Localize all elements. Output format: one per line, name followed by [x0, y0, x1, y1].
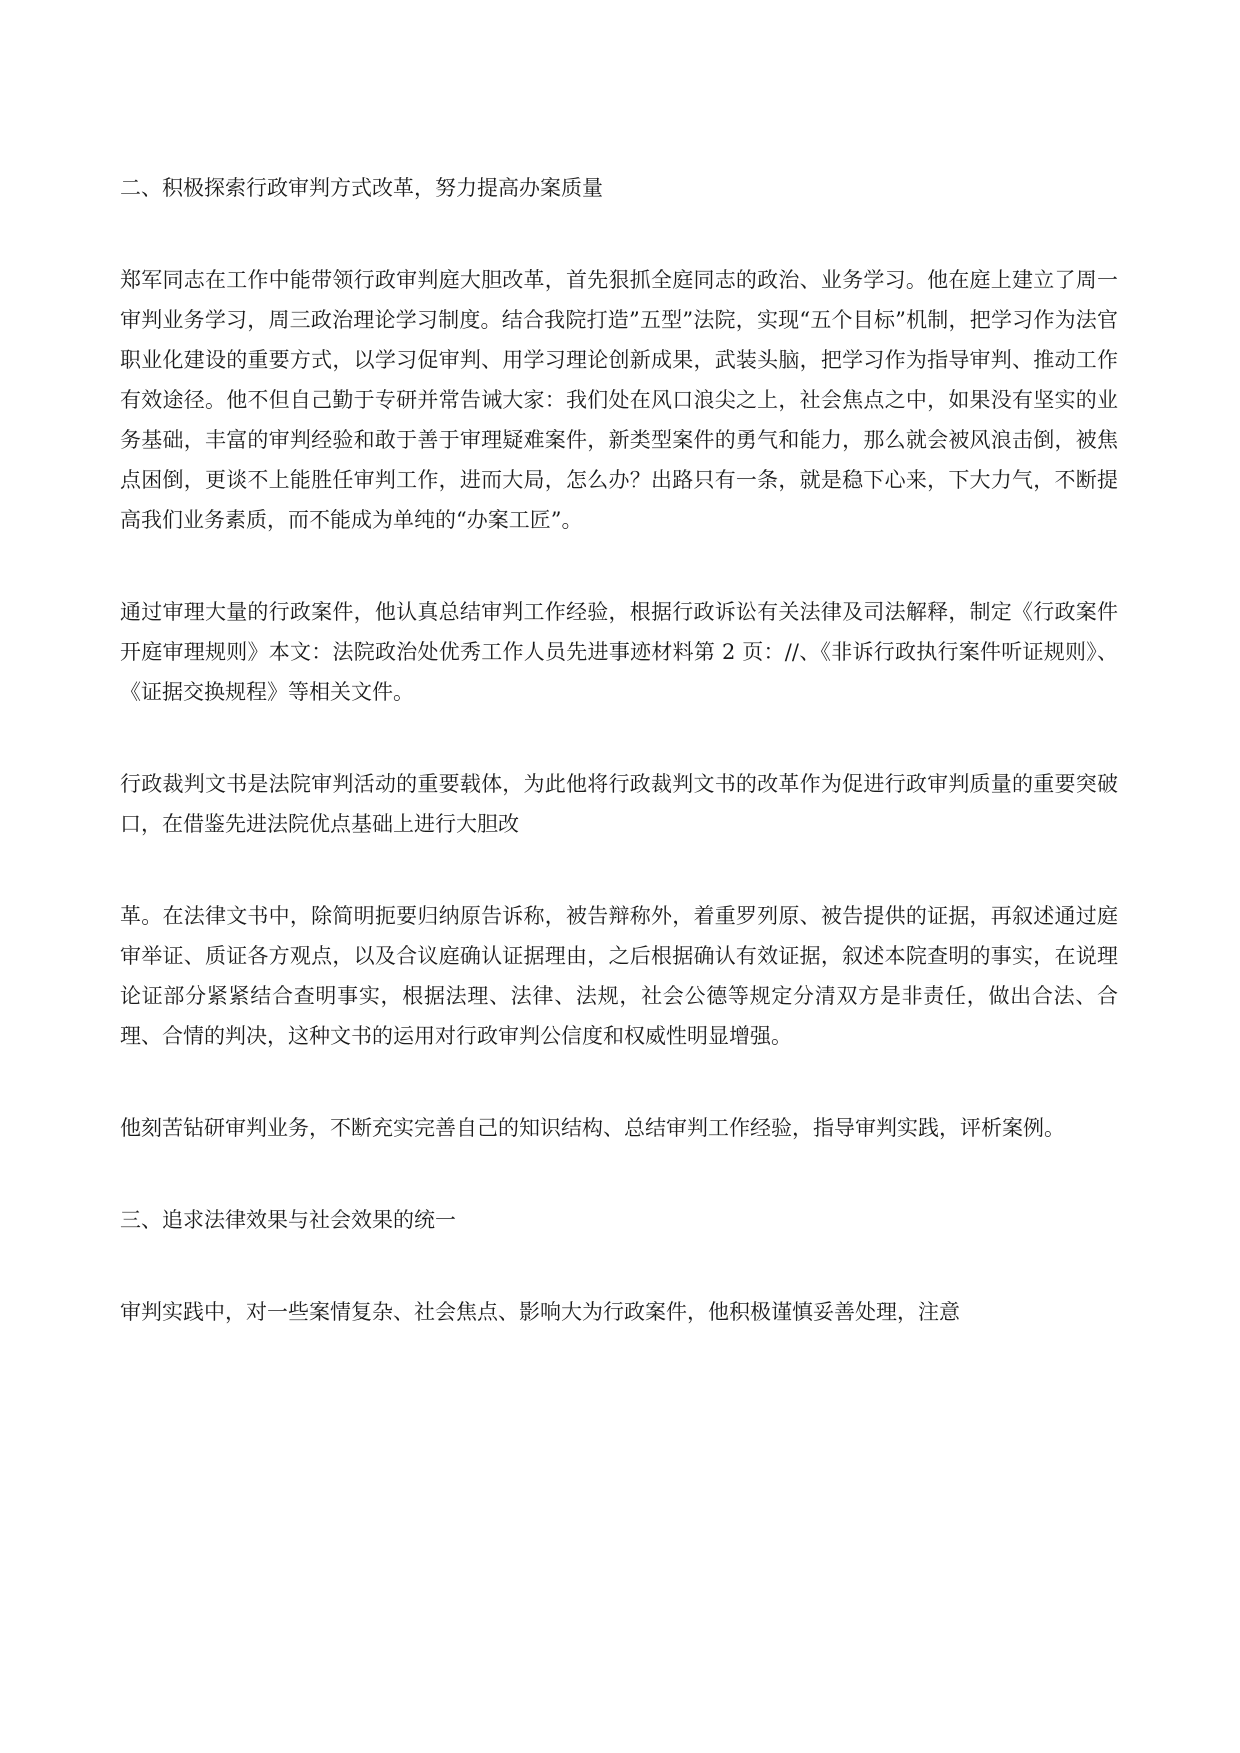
section-heading-3: 三、追求法律效果与社会效果的统一: [120, 1208, 456, 1232]
paragraph-study-system: 郑军同志在工作中能带领行政审判庭大胆改革，首先狠抓全庭同志的政治、业务学习。他在庭上建立了周一审判业务学习，周三政治理论学习制度。结合我院打造”五型”法院，实现“五个目标”机制，把学习作为法官职业化建设的重要方式，以学习促审判、用学习理论创新成果，武装头脑，把学习作为指导审判、推动工作有效途径。他不但自己勤于专研并常告诫大家：我们处在风口浪尖之上，社会焦点之中，如果没有坚实的业务基础，丰富的审判经验和敢于善于审理疑难案件，新类型案件的勇气和能力，那么就会被风浪击倒，被焦点困倒，更谈不上能胜任审判工作，进而大局，怎么办？出路只有一条，就是稳下心来，下大力气，不断提高我们业务素质，而不能成为单纯的“办案工匠”。: [120, 268, 1118, 532]
document-body: [120, 168, 1118, 1384]
paragraph-reform-continued: 革。在法律文书中，除简明扼要归纳原告诉称，被告辩称外，着重罗列原、被告提供的证据，再叙述通过庭审举证、质证各方观点，以及合议庭确认证据理由，之后根据确认有效证据，叙述本院查明的事实，在说理论证部分紧紧结合查明事实，根据法理、法律、法规，社会公德等规定分清双方是非责任，做出合法、合理、合情的判决，这种文书的运用对行政审判公信度和权威性明显增强。: [120, 904, 1118, 1048]
section-heading-2: 二、积极探索行政审判方式改革，努力提高办案质量: [120, 176, 603, 200]
paragraph-study-cases: 他刻苦钻研审判业务，不断充实完善自己的知识结构、总结审判工作经验，指导审判实践，评析案例。: [120, 1116, 1065, 1140]
paragraph-judgment-documents: 行政裁判文书是法院审判活动的重要载体，为此他将行政裁判文书的改革作为促进行政审判质量的重要突破口，在借鉴先进法院优点基础上进行大胆改: [120, 772, 1118, 836]
paragraph-practice: 审判实践中，对一些案情复杂、社会焦点、影响大为行政案件，他积极谨慎妥善处理，注意: [120, 1300, 960, 1324]
paragraph-rules: 通过审理大量的行政案件，他认真总结审判工作经验，根据行政诉讼有关法律及司法解释，制定《行政案件开庭审理规则》本文：法院政治处优秀工作人员先进事迹材料第 2 页：//、《非诉行政执行案件听证规则》、《证据交换规程》等相关文件。: [120, 600, 1118, 704]
